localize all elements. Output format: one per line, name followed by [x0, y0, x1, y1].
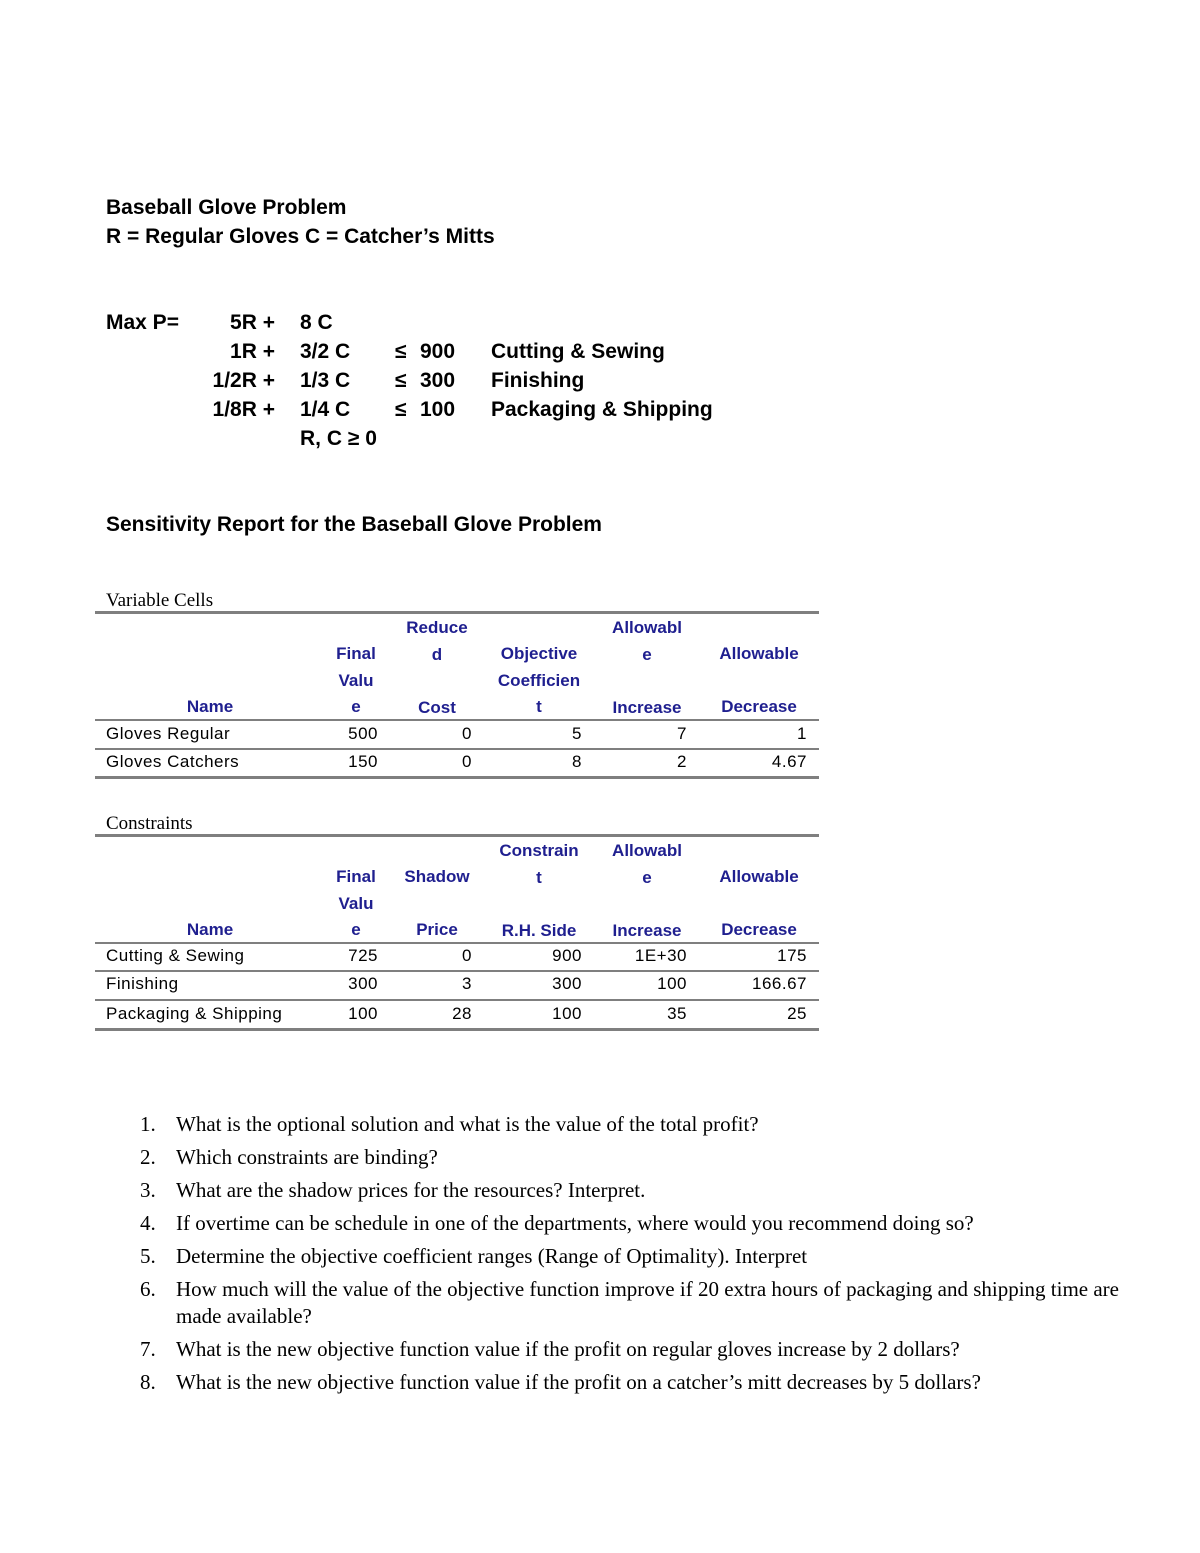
variable-cells-label: Variable Cells [106, 590, 214, 611]
list-item: 4. If overtime can be schedule in one of the departments, where would you recommend doing so? [140, 1211, 974, 1235]
list-item: 5. Determine the objective coefficient ranges (Range of Optimality). Interpret [140, 1244, 808, 1268]
report-title: Sensitivity Report for the Baseball Glove Problem [106, 513, 602, 536]
cell-allowable-increase: 35 [667, 1004, 687, 1023]
header-final-value: Final Valu e [336, 867, 376, 939]
cell-allowable-decrease: 166.67 [752, 974, 807, 993]
document-title: Baseball Glove Problem [106, 196, 347, 219]
model-c-term: 3/2 C [300, 340, 351, 363]
cell-name: Gloves Regular [106, 724, 231, 743]
cell-allowable-decrease: 4.67 [771, 752, 807, 771]
cell-shadow-price: 3 [462, 974, 472, 993]
variable-definitions: R = Regular Gloves C = Catcher’s Mitts [106, 225, 495, 248]
model-c-term: 8 C [300, 311, 333, 334]
cell-objective-coefficient: 5 [572, 724, 582, 743]
cell-constraint-rhs: 100 [552, 1004, 582, 1023]
table-bottom-rule [95, 776, 819, 779]
cell-reduced-cost: 0 [462, 752, 472, 771]
model-c-term: 1/4 C [300, 398, 351, 421]
question-list [130, 1111, 1130, 1402]
cell-final-value: 725 [348, 946, 378, 965]
model-r-term: 1R + [230, 340, 275, 363]
list-item: 8. What is the new objective function value if the profit on a catcher’s mitt decreases by 5 dollars? [140, 1370, 981, 1394]
model-constraint-name: Packaging & Shipping [491, 398, 713, 421]
cell-allowable-increase: 7 [677, 724, 687, 743]
header-rule [95, 719, 819, 721]
cell-final-value: 500 [348, 724, 378, 743]
model-rhs: 300 [420, 369, 456, 392]
cell-allowable-decrease: 175 [777, 946, 807, 965]
cell-constraint-rhs: 900 [552, 946, 582, 965]
cell-name: Packaging & Shipping [106, 1004, 283, 1023]
model-constraint-name: Finishing [491, 369, 585, 392]
cell-constraint-rhs: 300 [552, 974, 582, 993]
cell-name: Cutting & Sewing [106, 946, 245, 965]
model-c-term: 1/3 C [300, 369, 351, 392]
table-top-rule [95, 834, 819, 837]
cell-name: Gloves Catchers [106, 752, 240, 771]
header-allowable-increase: Allowabl e Increase [612, 841, 682, 940]
cell-allowable-decrease: 25 [787, 1004, 807, 1023]
table-top-rule [95, 611, 819, 614]
model-relation: ≤ [395, 369, 407, 392]
cell-allowable-increase: 100 [657, 974, 687, 993]
model-rhs: 900 [420, 340, 456, 363]
list-item: 2. Which constraints are binding? [140, 1145, 438, 1169]
list-item: 7. What is the new objective function value if the profit on regular gloves increase by 2 dollars? [140, 1337, 960, 1361]
header-final-value: Final Valu e [336, 644, 376, 716]
header-allowable-decrease: Allowable Decrease [719, 867, 799, 939]
cell-final-value: 100 [348, 1004, 378, 1023]
cell-shadow-price: 0 [462, 946, 472, 965]
list-item: 3. What are the shadow prices for the resources? Interpret. [140, 1178, 646, 1202]
cell-final-value: 300 [348, 974, 378, 993]
row-rule [95, 748, 819, 750]
model-r-term: 5R + [230, 311, 275, 334]
header-rule [95, 942, 819, 944]
model-relation: ≤ [395, 398, 407, 421]
row-rule [95, 999, 819, 1001]
list-item: 1. What is the optional solution and what is the value of the total profit? [140, 1112, 759, 1136]
header-name: Name [186, 697, 234, 716]
cell-allowable-increase: 2 [677, 752, 687, 771]
model-rhs: 100 [420, 398, 456, 421]
model-r-term: 1/2R + [212, 369, 275, 392]
header-objective-coefficient: Objective Coefficien t [497, 644, 581, 716]
model-constraint-name: Cutting & Sewing [491, 340, 665, 363]
header-reduced-cost: Reduce d Cost [406, 618, 468, 717]
objective-label: Max P= [106, 311, 179, 334]
header-shadow-price: Shadow Price [404, 867, 470, 939]
cell-allowable-decrease: 1 [797, 724, 807, 743]
nonnegativity: R, C ≥ 0 [300, 427, 377, 450]
cell-reduced-cost: 0 [462, 724, 472, 743]
cell-name: Finishing [106, 974, 179, 993]
cell-allowable-increase: 1E+30 [634, 946, 687, 965]
header-constraint-rhs: Constrain t R.H. Side [499, 841, 579, 940]
row-rule [95, 970, 819, 972]
cell-objective-coefficient: 8 [572, 752, 582, 771]
header-allowable-decrease: Allowable Decrease [719, 644, 799, 716]
table-bottom-rule [95, 1028, 819, 1031]
model-r-term: 1/8R + [212, 398, 275, 421]
constraints-label: Constraints [106, 813, 193, 834]
header-allowable-increase: Allowabl e Increase [612, 618, 682, 717]
list-item: 6. How much will the value of the objective function improve if 20 extra hours of packaging and shipping time are made available? [140, 1277, 1119, 1328]
cell-shadow-price: 28 [452, 1004, 472, 1023]
header-name: Name [186, 920, 234, 939]
cell-final-value: 150 [348, 752, 378, 771]
model-relation: ≤ [395, 340, 407, 363]
